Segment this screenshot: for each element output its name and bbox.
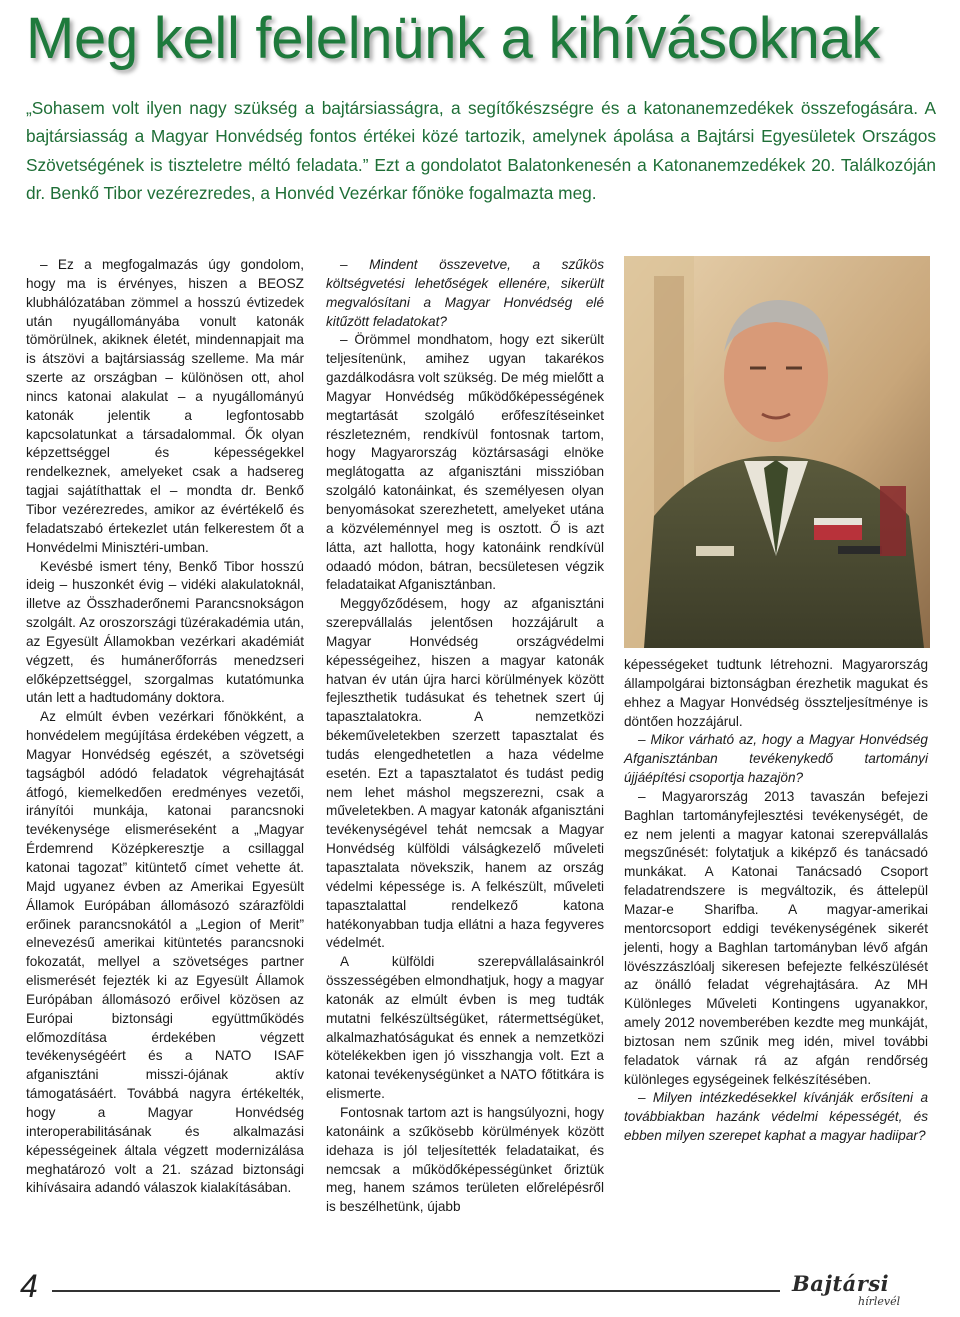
paragraph: Meggyőződésem, hogy az afganisztáni szerepvállalás jelentősen hozzájárult a Magyar Honvédség országvédelmi képességeihez, hiszen a magyar katonák hatvan év után újra harci körülmények között fejleszthetik tudásukat és tehetnek szert új tapasztalatokra. A nemzetközi békeműveletekben szerzett tapasztalat és tudás elengedhetetlen a haza védelme esetén. Ezt a tapasztalatot és tudást pedig nem lehet máshol megszerezni, csak a műveletekben. A magyar katonák afganisztáni tevékenységével tehát nemcsak a Magyar Honvédség külföldi válságkezelő műveleti tapasztalata növekszik, hanem az ország védelmi képessége is. A felkészült, műveleti tapasztalattal rendelkező katona hatékonyabban tudja ellátni a haza fegyveres védelmét.	[326, 596, 604, 951]
article-title: Meg kell felelnünk a kihívásoknak	[26, 6, 881, 71]
text-column-3	[624, 656, 928, 1146]
paragraph: A külföldi szerepvállalásainkról összességében elmondhatjuk, hogy a magyar katonák az elmúlt évben is meg tudták mutatni felkészültségüket, rátermettségüket, alkalmazhatóságukat és ennek a nemzetközi kötelékekben igen jó visszhangja volt. Ezt a katonai tevékenységünket a NATO főtitkára is elismerte.	[326, 954, 604, 1102]
interview-question: – Mindent összevetve, a szűkös költségvetési lehetőségek ellenére, sikerült megvalósítani a Magyar Honvédség elé kitűzött feladatokat?	[326, 257, 604, 329]
paragraph: Kevésbé ismert tény, Benkő Tibor hosszú ideig – huszonkét évig – vidéki alakulatoknál, illetve az Összhaderőnemi Parancsnokságon szolgált. Az oroszországi tüzérakadémia után, az Egyesült Államokban vezérkari akadémiát végzett, és humánerőforrás menedzseri előképzettséggel, szorgalmas kutatómunka után lett a hadtudomány doktora.	[26, 558, 304, 706]
paragraph: Fontosnak tartom azt is hangsúlyozni, hogy katonáink a szűkösebb körülmények között idehaza is jól teljesítették feladataikat, és nemcsak a működőképességünket őriztük meg, hanem számos területen előrelépésről is beszélhetünk, újabb	[326, 1104, 604, 1215]
footer-rule	[52, 1290, 780, 1292]
portrait-illustration	[624, 256, 930, 648]
interview-question: – Mikor várható az, hogy a Magyar Honvédség Afganisztánban tevékenykedő tartományi újjáépítési csoportja hazajön?	[624, 732, 928, 786]
text-column-2	[326, 256, 604, 1217]
page-number: 4	[20, 1268, 38, 1304]
interview-question: – Milyen intézkedésekkel kívánják erősíteni a továbbiakban hazánk védelmi képességét, és ebben milyen szerepet kaphat a magyar hadiipar?	[624, 1090, 928, 1144]
paragraph: – Magyarország 2013 tavaszán befejezi Baghlan tartományfejlesztési tevékenységét, de ez nem jelenti a magyar katonai szerepvállalás megszűnését: folytatjuk a kiképző és tanácsadó munkákat. A Katonai Tanácsadó Csoport feladatrendszere is megváltozik, és áttelepül Mazar-e Sharifba. A magyar-amerikai mentorcsoport eddigi tevékenységének sikerét jelenti, hogy a Baghlan tartományban lévő afgán lövészzászlóalj sikeresen befejezte felkészülését az önálló feladat végrehajtására. Az MH Különleges Műveleti Kontingens ugyanakkor, amely 2012 novemberében kezdte meg munkáját, biztosan nem szűnik meg idén, mivel további feladatok várnak rá az afgán rendőrség különleges egységeinek felkészítésében.	[624, 788, 928, 1087]
article-lead: „Sohasem volt ilyen nagy szükség a bajtársiasságra, a segítőkészségre és a katonanemzedékek összefogására. A bajtársiasság a Magyar Honvédség fontos értékei közé tartozik, amelynek ápolása a Bajtársi Egyesületek Országos Szövetségének is tiszteletre méltó feladata.” Ezt a gondolatot Balatonkenesén a Katonanemzedékek 20. Találkozóján dr. Benkő Tibor vezérezredes, a Honvéd Vezérkar főnöke fogalmazta meg.	[26, 98, 936, 204]
publication-logo-subtitle: hírlevél	[858, 1295, 901, 1308]
publication-logo: Bajtársi	[792, 1271, 890, 1296]
portrait-photo	[624, 256, 930, 648]
paragraph: Az elmúlt évben vezérkari főnökként, a honvédelem megújítása érdekében végzett, a Magyar Honvédség egészét, a szövetségi tagságból adódó feladatok végrehajtását átfogó, kiemelkedően eredményes vezetői, irányítói munkája, katonai parancsnoki tevékenysége elismeréseként a „Magyar Érdemrend Középkeresztje a csillaggal katonai tagozat” kitüntető címet vehette át. Majd ugyanez évben az Amerikai Egyesült Államok Európában állomásozó szárazföldi erőinek parancsnokától a „Legion of Merit” elnevezésű amerikai kitüntetés parancsnoki fokozatát, mellyel a szövetséges partner elismerését fejezték ki az Egyesült Államok Európában állomásozó erőivel közösen az Európai biztonsági együttműködés előmozdítása érdekében végzett tevékenységéért és a NATO ISAF afganisztáni misszi-ójának aktív támogatásáért. Továbbá nagyra értékelték, hogy a Magyar Honvédség interoperabilitásának és alkalmazási képességeinek általa végzett modernizálása meghatározó volt a 21. század biztonsági kihívásaira adandó válaszok kialakításában.	[26, 709, 304, 1196]
text-column-1	[26, 256, 304, 1198]
paragraph: – Örömmel mondhatom, hogy ezt sikerült teljesítenünk, amihez ugyan takarékos gazdálkodásra volt szükség. De még mielőtt a Magyar Honvédség működőképességének megtartását szolgáló erőfeszítéseinket részletezném, rendkívül fontosnak tartom, hogy Magyarország köztársasági elnöke meglátogatta az afganisztáni misszióban szolgáló katonáinkat, és személyesen olyan benyomásokat szerezhetett, amelyeket utána a közvéleménnyel meg is osztott. Ő is azt látta, azt hallotta, hogy katonáink rendkívül odaadó módon, bátran, becsületesen végzik feladataikat Afganisztánban.	[326, 332, 604, 593]
paragraph: – Ez a megfogalmazás úgy gondolom, hogy ma is érvényes, hiszen a BEOSZ klubhálózatában zömmel a hosszú évtizedek után nyugállományába vonult katonák tömörülnek, akiknek életét, mindennapjait ma is átszövi a bajtársiasság szelleme. Ma már szerte az országban – különösen ott, ahol nincs katonai alakulat – a nyugállományú katonák jelentik a legfontosabb kapcsolatunkat a társadalommal. Ők olyan képzettséggel és képességekkel rendelkeznek, amelyeket csak a hadsereg tagjai sajátíthattak el – mondta dr. Benkő Tibor vezérezredes, amikor az évértékelő és feladatszabó értekezlet után felkerestem őt a Honvédelmi Minisztéri-umban.	[26, 257, 304, 555]
paragraph: képességeket tudtunk létrehozni. Magyarország állampolgárai biztonságban érezhetik magukat és ehhez a Magyar Honvédség összteljesítménye is döntően hozzájárul.	[624, 657, 928, 729]
